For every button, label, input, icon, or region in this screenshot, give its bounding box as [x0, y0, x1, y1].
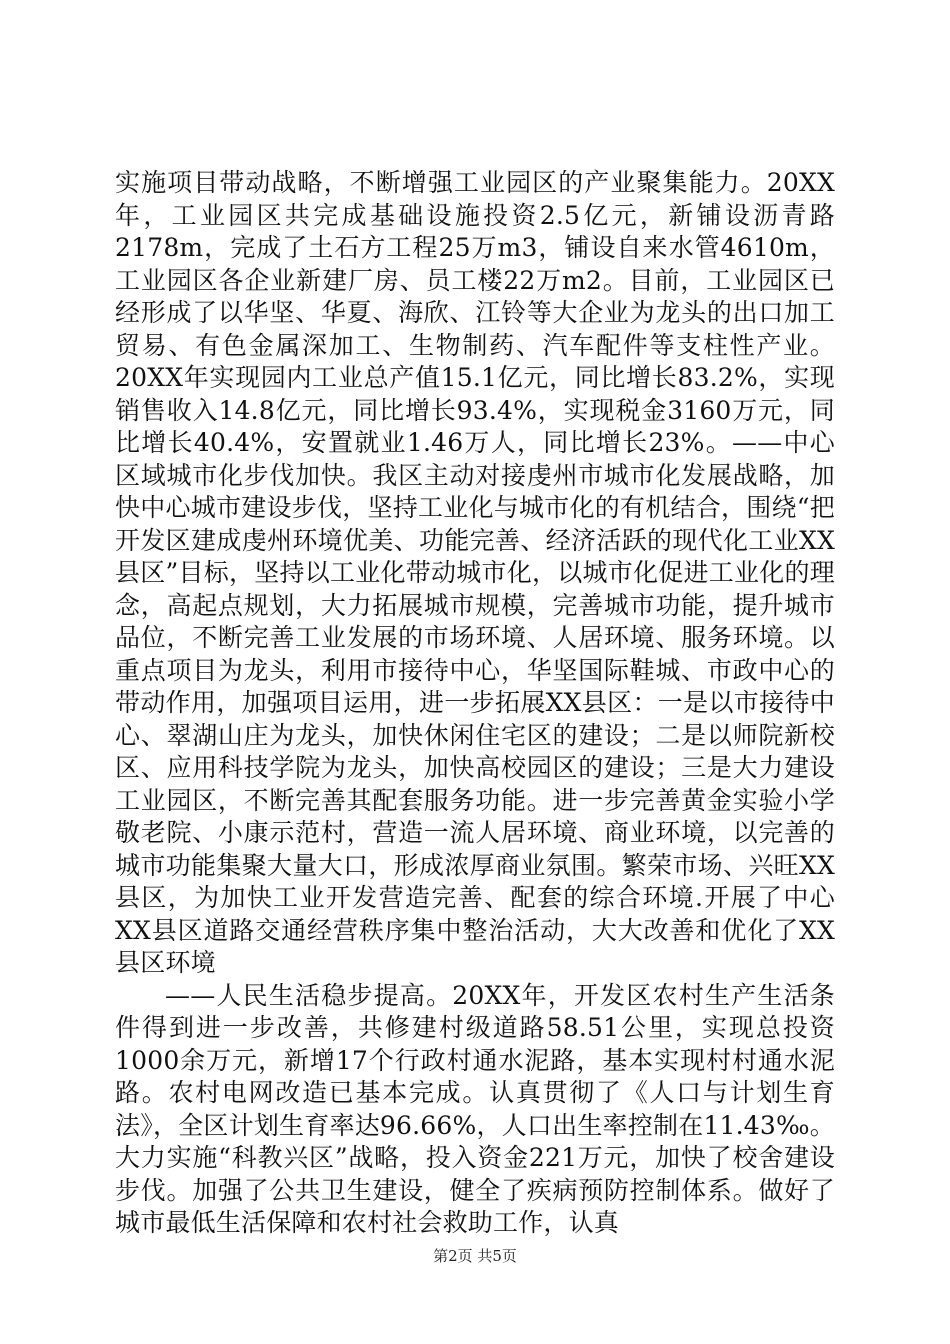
paragraph-1: 实施项目带动战略，不断增强工业园区的产业聚集能力。20XX年，工业园区共完成基础设施投资2.5亿元，新铺设沥青路2178m，完成了土石方工程25万m3，铺设自来水管4610m，工业园区各企业新建厂房、员工楼22万m2。目前，工业园区已经形成了以华坚、华夏、海欣、江铃等大企业为龙头的出口加工贸易、有色金属深加工、生物制药、汽车配件等支柱性产业。20XX年实现园内工业总产值15.1亿元，同比增长83.2%，实现销售收入14.8亿元，同比增长93.4%，实现税金3160万元，同比增长40.4%，安置就业1.46万人，同比增长23%。——中心区域城市化步伐加快。我区主动对接虔州市城市化发展战略，加快中心城市建设步伐，坚持工业化与城市化的有机结合，围绕“把开发区建成虔州环境优美、功能完善、经济活跃的现代化工业XX县区”目标，坚持以工业化带动城市化，以城市化促进工业化的理念，高起点规划，大力拓展城市规模，完善城市功能，提升城市品位，不断完善工业发展的市场环境、人居环境、服务环境。以重点项目为龙头，利用市接待中心，华坚国际鞋城、市政中心的带动作用，加强项目运用，进一步拓展XX县区：一是以市接待中心、翠湖山庄为龙头，加快休闲住宅区的建设；二是以师院新校区、应用科技学院为龙头，加快高校园区的建设；三是大力建设工业园区，不断完善其配套服务功能。进一步完善黄金实验小学敬老院、小康示范村，营造一流人居环境、商业环境，以完善的城市功能集聚大量大口，形成浓厚商业氛围。繁荣市场、兴旺XX县区，为加快工业开发营造完善、配套的综合环境.开展了中心XX县区道路交通经营秩序集中整治活动，大大改善和优化了XX县区环境: [115, 168, 835, 977]
document-body: [115, 167, 835, 1240]
paragraph-2: ——人民生活稳步提高。20XX年，开发区农村生产生活条件得到进一步改善，共修建村级道路58.51公里，实现总投资1000余万元，新增17个行政村通水泥路，基本实现村村通水泥路。农村电网改造已基本完成。认真贯彻了《人口与计划生育法》，全区计划生育率达96.66%，人口出生率控制在11.43‰。大力实施“科教兴区”战略，投入资金221万元，加快了校舍建设步伐。加强了公共卫生建设，健全了疾病预防控制体系。做好了城市最低生活保障和农村社会救助工作，认真: [115, 980, 835, 1237]
page-number-footer: 第2页 共5页: [433, 1247, 517, 1265]
